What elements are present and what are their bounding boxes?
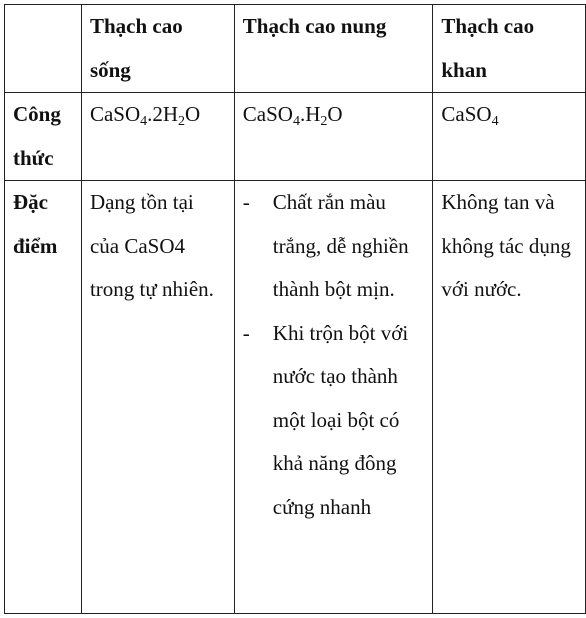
characteristic-thach-cao-nung [234, 181, 433, 614]
characteristic-thach-cao-song: Dạng tồn tại của CaSO4 trong tự nhiên. [81, 181, 234, 614]
header-thach-cao-song: Thạch cao sống [81, 5, 234, 93]
characteristic-thach-cao-khan: Không tan và không tác dụng với nước. [433, 181, 586, 614]
formula-thach-cao-song: $CaSO_4.2H_2O$ [81, 93, 234, 181]
formula-row [5, 93, 586, 181]
header-thach-cao-khan: Thạch cao khan [433, 5, 586, 93]
list-item: - Khi trộn bột với nước tạo thành một loại bột có khả năng đông cứng nhanh [243, 312, 425, 530]
list-item: - Chất rắn màu trắng, dễ nghiền thành bột mịn. [243, 181, 425, 312]
header-empty-cell [5, 5, 82, 93]
formula-thach-cao-nung: $CaSO_4.H_2O$ [234, 93, 433, 181]
comparison-table [4, 4, 586, 614]
row-label-cong-thuc: Công thức [5, 93, 82, 181]
characteristics-row [5, 181, 586, 614]
characteristic-list [243, 181, 425, 529]
formula-thach-cao-khan: CaSO$_4$ [433, 93, 586, 181]
header-row [5, 5, 586, 93]
header-thach-cao-nung: Thạch cao nung [234, 5, 433, 93]
row-label-dac-diem: Đặc điểm [5, 181, 82, 614]
